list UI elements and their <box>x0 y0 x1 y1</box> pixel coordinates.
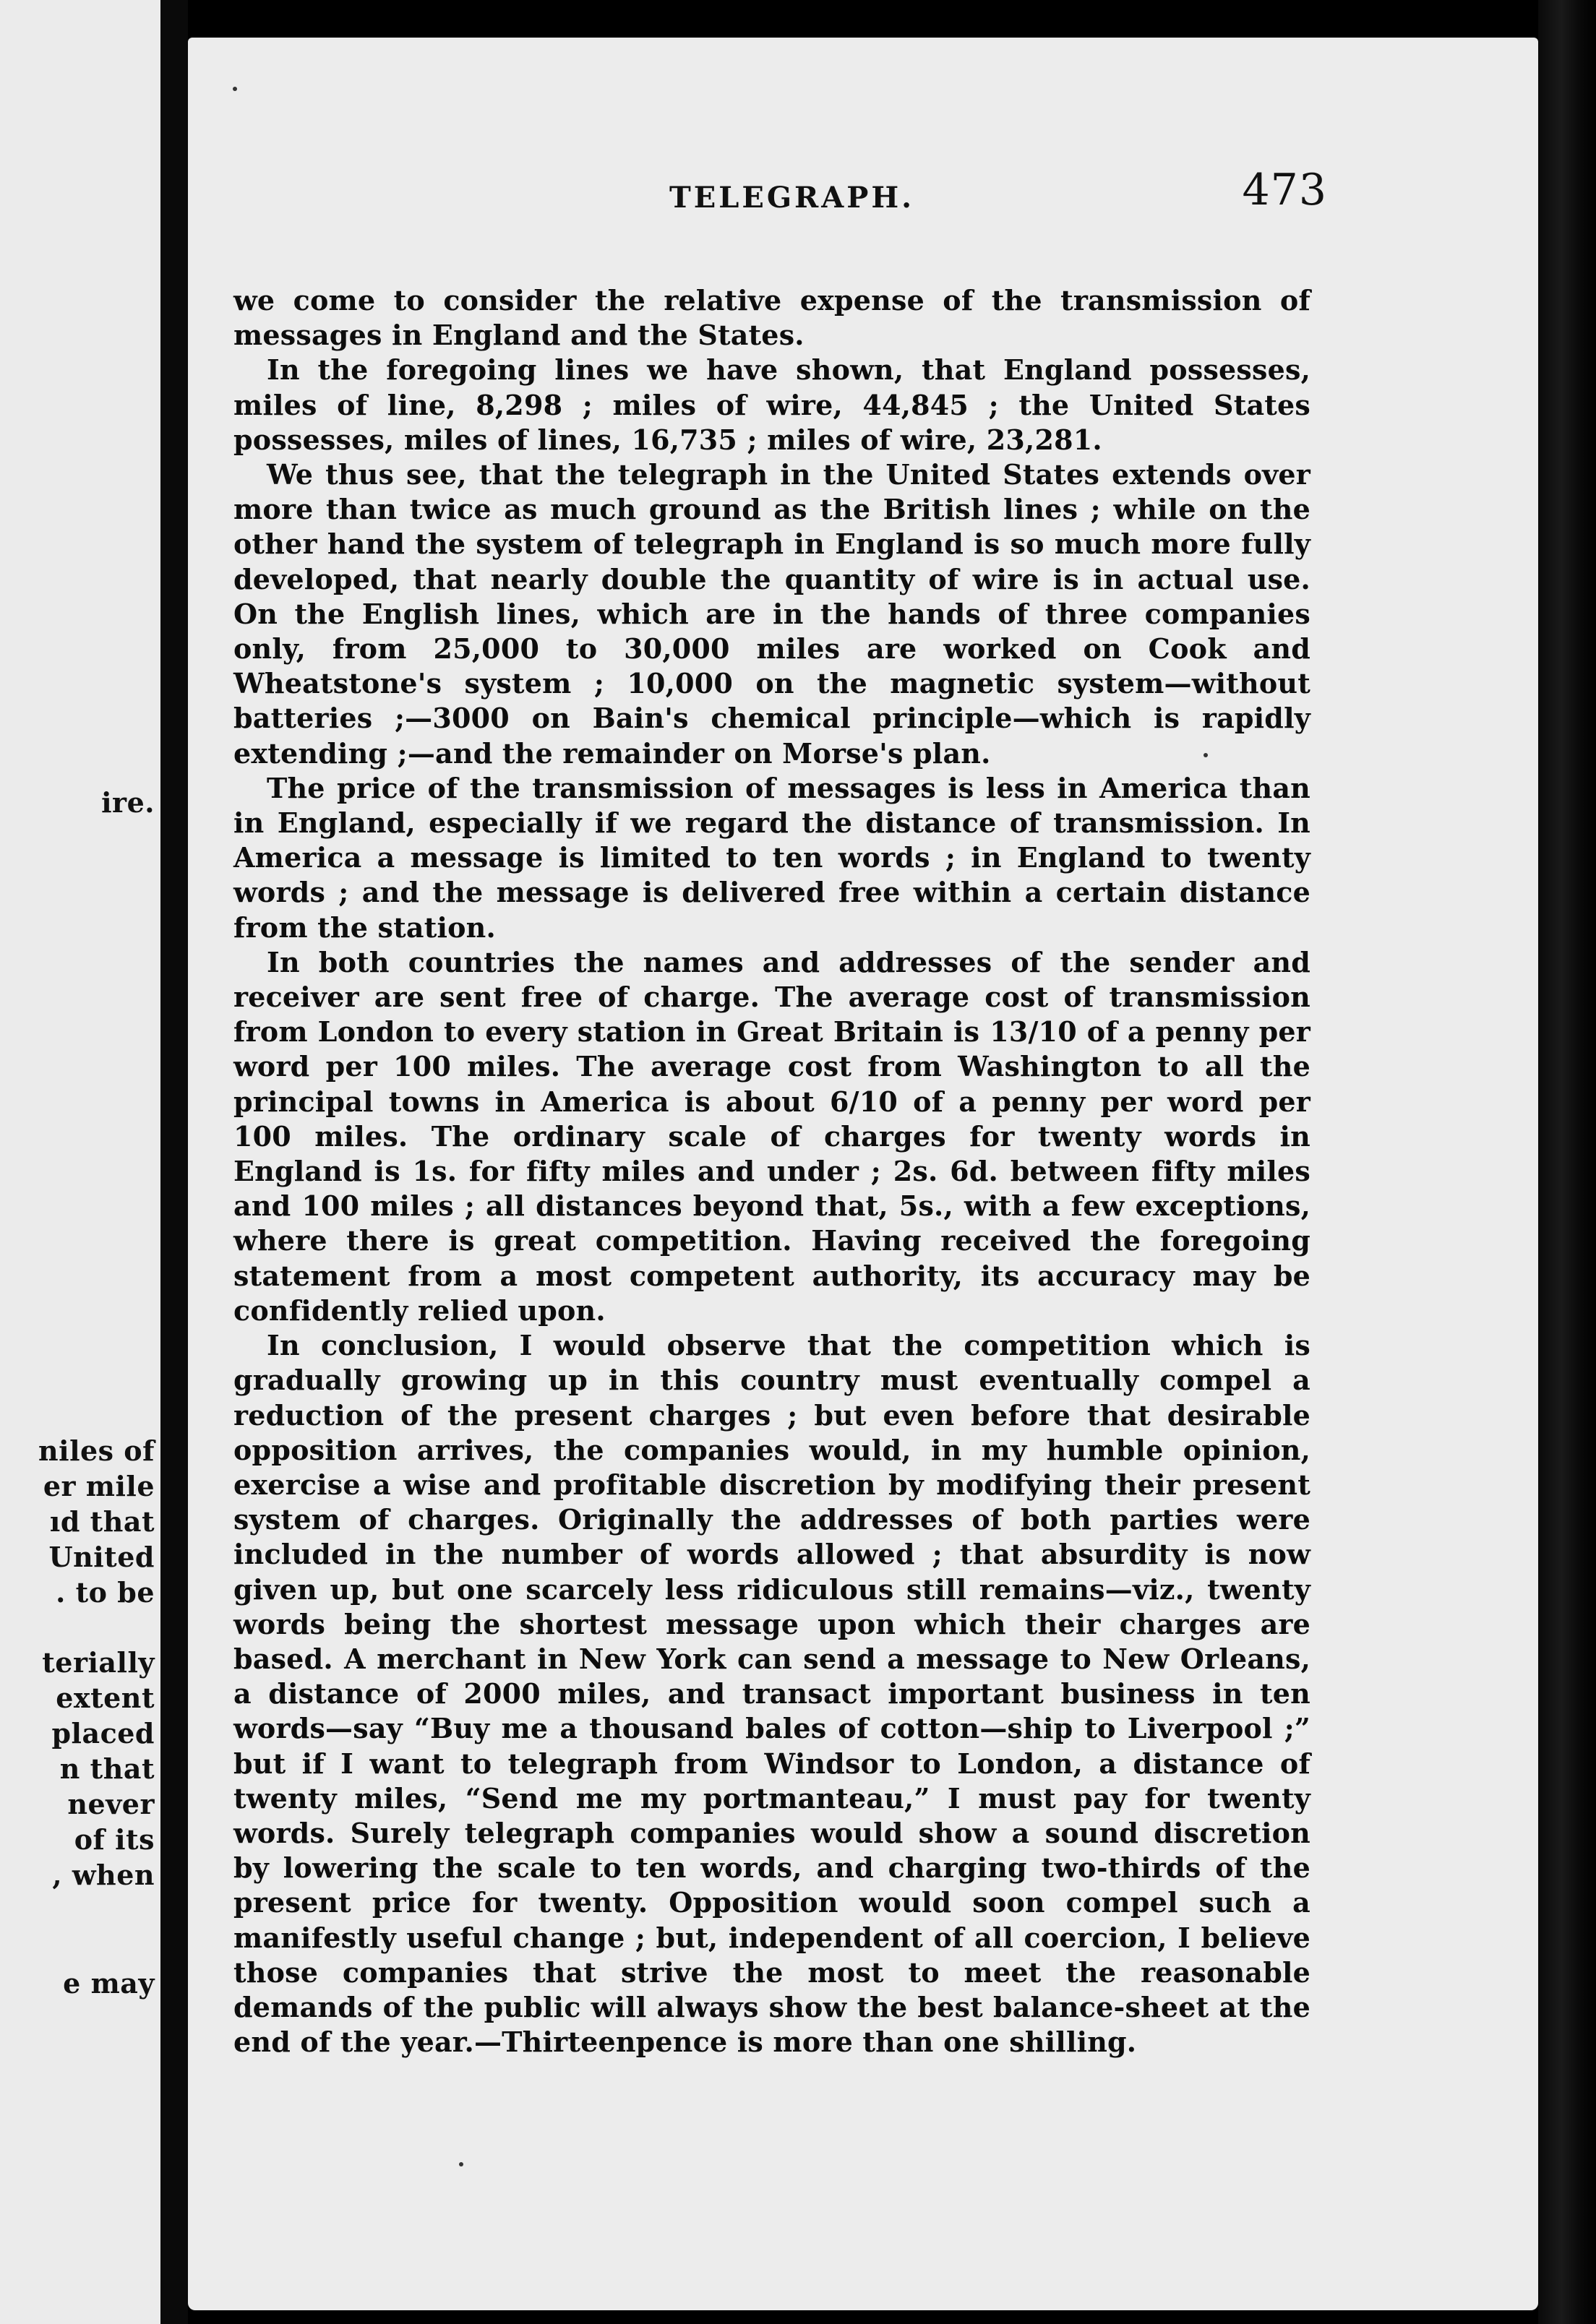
book-gutter <box>160 0 188 2324</box>
left-page-fragment: er mile <box>43 1470 155 1502</box>
left-page-fragment: , when <box>52 1859 155 1891</box>
paragraph: The price of the transmission of messages is less in America than in England, especially if we regard the distance of transmission. In America a message is limited to ten words ; in England to twenty words ; and the message is delivered free within a certain distance from the station. <box>233 771 1310 944</box>
page-edge-right <box>1538 0 1596 2324</box>
left-page-fragment: n that <box>59 1752 155 1785</box>
left-page-fragment: United <box>48 1541 155 1573</box>
left-page-fragment: ıd that <box>49 1505 155 1538</box>
paragraph: we come to consider the relative expense of the transmission of messages in England and the States. <box>233 284 1310 352</box>
page-number: 473 <box>1242 165 1327 215</box>
paragraph: In the foregoing lines we have shown, that England possesses, miles of line, 8,298 ; miles of wire, 44,845 ; the United States possesses, miles of lines, 16,735 ; miles of wire, 23,281. <box>233 353 1310 456</box>
running-header <box>481 165 1327 223</box>
left-page-fragment: niles of <box>38 1434 155 1467</box>
running-title: TELEGRAPH. <box>669 181 915 215</box>
left-page-fragment: . to be <box>56 1576 155 1609</box>
body-text <box>233 283 1310 2060</box>
left-page-fragment: ire. <box>101 786 155 819</box>
left-page-fragment: terially <box>42 1646 155 1679</box>
adjacent-page-left <box>0 0 160 2324</box>
left-page-fragment: extent <box>56 1682 155 1714</box>
speck <box>233 87 237 91</box>
left-page-fragment: of its <box>74 1823 155 1856</box>
speck <box>459 2162 463 2166</box>
paragraph: In conclusion, I would observe that the competition which is gradually growing up in this country must eventually compel a reduction of the present charges ; but even before that desirable opposition arrives, the companies would, in my humble opinion, exercise a wise and profitable discretion by modifying their present system of charges. Originally the addresses of both parties were included in the number of words allowed ; that absurdity is now given up, but one scarcely less ridiculous still remains—viz., twenty words being the shortest message upon which their charges are based. A merchant in New York can send a message to New Orleans, a distance of 2000 miles, and transact important business in ten words—say “Buy me a thousand bales of cotton—ship to Liverpool ;” but if I want to telegraph from Windsor to London, a distance of twenty miles, “Send me my portmanteau,” I must pay for twenty words. Surely telegraph companies would show a sound discretion by lowering the scale to ten words, and charging two-thirds of the present price for twenty. Opposition would soon compel such a manifestly useful change ; but, independent of all coercion, I believe those companies that strive the most to meet the reasonable demands of the public will always show the best balance-sheet at the end of the year.—Thirteenpence is more than one shilling. <box>233 1329 1310 2059</box>
left-page-fragment: e may <box>63 1967 155 2000</box>
paragraph: In both countries the names and addresses of the sender and receiver are sent free of charge. The average cost of transmission from London to every station in Great Britain is 13/10 of a penny per word per 100 miles. The average cost from Washington to all the principal towns in America is about 6/10 of a penny per word per 100 miles. The ordinary scale of charges for twenty words in England is 1s. for fifty miles and under ; 2s. 6d. between fifty miles and 100 miles ; all distances beyond that, 5s., with a few exceptions, where there is great competition. Having received the foregoing statement from a most competent authority, its accuracy may be confidently relied upon. <box>233 945 1310 1327</box>
left-page-fragment: placed <box>51 1717 155 1750</box>
paragraph: We thus see, that the telegraph in the United States extends over more than twice as much ground as the British lines ; while on the other hand the system of telegraph in England is so much more fully developed, that nearly double the quantity of wire is in actual use. On the English lines, which are in the hands of three companies only, from 25,000 to 30,000 miles are worked on Cook and Wheatstone's system ; 10,000 on the magnetic system—without batteries ;—3000 on Bain's chemical principle—which is rapidly extending ;—and the remainder on Morse's plan. <box>233 458 1310 770</box>
left-page-fragment: never <box>67 1788 155 1820</box>
